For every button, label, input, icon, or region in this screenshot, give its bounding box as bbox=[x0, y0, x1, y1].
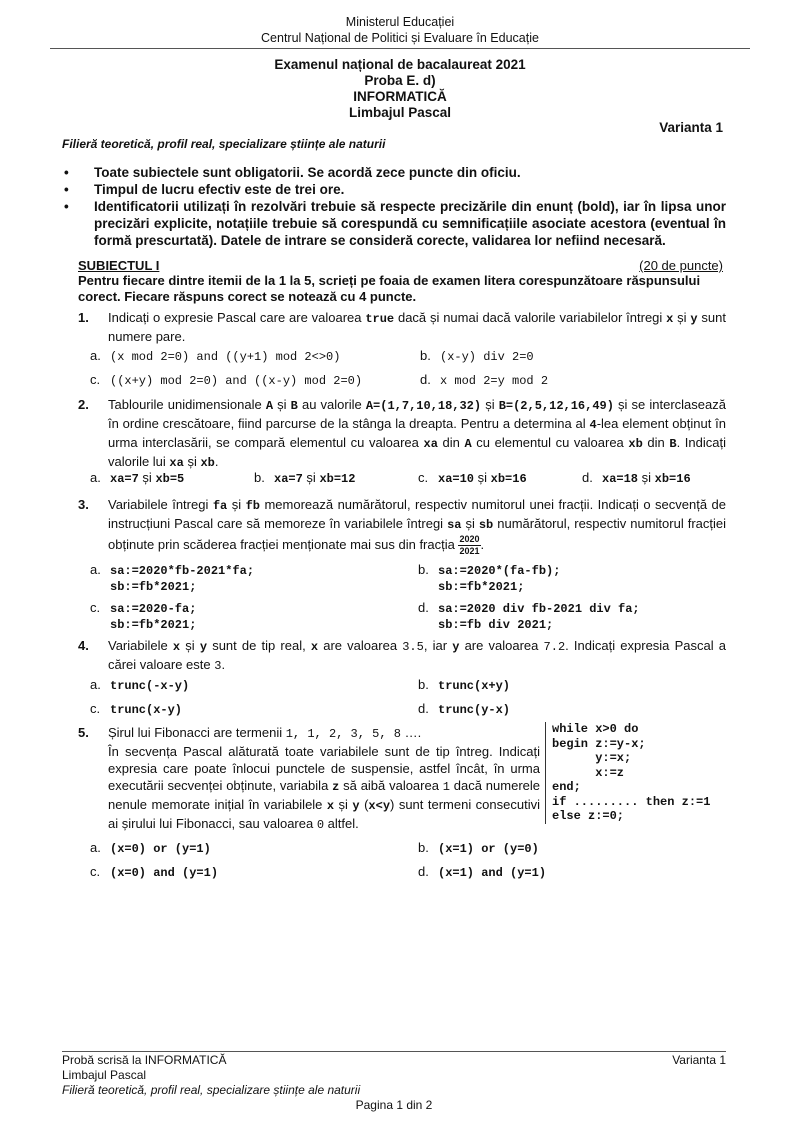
instruction-item: • Timpul de lucru efectiv este de trei ore. bbox=[64, 182, 345, 197]
proba-label: Proba E. d) bbox=[364, 73, 436, 88]
question-5 bbox=[78, 724, 540, 834]
section-intro: Pentru fiecare dintre itemii de la 1 la 5, scrieți pe foaia de examen litera corespunzătoare răspunsului corect. Fiecare răspuns corect se notează cu 4 puncte. bbox=[78, 273, 701, 304]
option-1a[interactable]: a. (x mod 2=0) and ((y+1) mod 2<>0) bbox=[90, 348, 341, 364]
footer bbox=[62, 1053, 726, 1113]
bullet-icon: • bbox=[64, 165, 69, 180]
option-3b[interactable]: b. sa:=2020*(fa-fb); sb:=fb*2021; bbox=[418, 562, 561, 594]
question-2 bbox=[78, 396, 726, 472]
section-title: SUBIECTUL I bbox=[78, 258, 160, 273]
question-text: Variabilele întregi fa și fb memorează numărătorul, respectiv numitorul unei fracții. Indicați o secvență de instrucțiuni Pascal care să memoreze în variabilele întregi sa și sb numărătorul, respectiv numitorul fracției obținute prin scăderea fracției menționate mai sus din fracția $\frac{2020}{2021}$ . bbox=[108, 497, 727, 556]
option-4b[interactable]: b. trunc(x+y) bbox=[418, 677, 511, 693]
option-5d[interactable]: d. (x=1) and (y=1) bbox=[418, 864, 547, 880]
question-number: 3. bbox=[78, 497, 89, 512]
option-4d[interactable]: d. trunc(y-x) bbox=[418, 701, 511, 717]
option-1d[interactable]: d. x mod 2=y mod 2 bbox=[420, 372, 549, 388]
option-3c[interactable]: c. sa:=2020-fa; sb:=fb*2021; bbox=[90, 600, 197, 632]
option-5b[interactable]: b. (x=1) or (y=0) bbox=[418, 840, 539, 856]
exam-title: Examenul național de bacalaureat 2021 bbox=[274, 57, 526, 72]
option-3d[interactable]: d. sa:=2020 div fb-2021 div fa; sb:=fb div 2021; bbox=[418, 600, 640, 632]
language-label: Limbajul Pascal bbox=[348, 105, 452, 120]
footer-divider bbox=[62, 1051, 726, 1052]
center-name: Centrul Național de Politici și Evaluare în Educație bbox=[261, 31, 539, 45]
option-4c[interactable]: c. trunc(x-y) bbox=[90, 701, 183, 717]
subject-title: INFORMATICĂ bbox=[353, 89, 447, 104]
section-points: (20 de puncte) bbox=[639, 258, 723, 273]
question-text: Indicați o expresie Pascal care are valoarea true dacă și numai dacă valorile variabilelor întregi x și y sunt numere pare. bbox=[108, 310, 726, 344]
option-3a[interactable]: a. sa:=2020*fb-2021*fa; sb:=fb*2021; bbox=[90, 562, 255, 594]
page-number: Pagina 1 din 2 bbox=[355, 1098, 433, 1112]
footer-language: Limbajul Pascal bbox=[62, 1068, 147, 1082]
variant-label: Varianta 1 bbox=[659, 120, 723, 135]
question-3 bbox=[78, 496, 726, 557]
option-2b[interactable]: b. xa=7 și xb=12 bbox=[254, 470, 356, 486]
question-number: 2. bbox=[78, 397, 89, 412]
header-divider bbox=[50, 48, 750, 49]
question-1 bbox=[78, 309, 726, 345]
option-1c[interactable]: c. ((x+y) mod 2=0) and ((x-y) mod 2=0) bbox=[90, 372, 363, 388]
instruction-item: • Identificatorii utilizați în rezolvări trebuie să respecte precizările din enunț (bold), iar în lipsa unor precizări explicite, notațiile trebuie să corespundă cu semnificațiile asociate acestora (eventual în formă prescurtată). Datele de intrare se consideră corecte, validarea lor nefiind necesară. bbox=[64, 199, 726, 248]
option-5a[interactable]: a. (x=0) or (y=1) bbox=[90, 840, 211, 856]
question-text: Șirul lui Fibonacci are termenii 1, 1, 2, 3, 5, 8 …. În secvența Pascal alăturată toate variabilele sunt de tip întreg. Indicați expresia care poate înlocui punctele de suspensie, astfel încât, în urma executării secvenței obținute, variabila z să aibă valoarea 1 dacă numerele nenule memorate inițial în variabilele x și y (x<y) sunt termeni consecutivi ai șirului lui Fibonacci, sau valoarea 0 altfel. bbox=[108, 725, 541, 832]
question-text: Variabilele x și y sunt de tip real, x are valoarea 3.5, iar y are valoarea 7.2. Indicați expresia Pascal a cărei valoare este 3. bbox=[108, 638, 726, 673]
option-2a[interactable]: a. xa=7 și xb=5 bbox=[90, 470, 185, 486]
bullet-icon: • bbox=[64, 199, 69, 214]
track-label: Filieră teoretică, profil real, specializare științe ale naturii bbox=[62, 137, 386, 151]
question-number: 1. bbox=[78, 310, 89, 325]
option-4a[interactable]: a. trunc(-x-y) bbox=[90, 677, 190, 693]
section-header bbox=[78, 258, 723, 273]
option-2c[interactable]: c. xa=10 și xb=16 bbox=[418, 470, 527, 486]
option-1b[interactable]: b. (x-y) div 2=0 bbox=[420, 348, 534, 364]
question-number: 5. bbox=[78, 725, 89, 740]
instruction-item: • Toate subiectele sunt obligatorii. Se acordă zece puncte din oficiu. bbox=[64, 165, 521, 180]
question-text: Tablourile unidimensionale A și B au valorile A=(1,7,10,18,32) și B=(2,5,12,16,49) și se interclasează în ordine crescătoare, fiind parcurse de la stânga la dreapta. Pentru a determina al 4-lea element obținut în urma interclasării, se compară elementul cu valoarea xa din A cu elementul cu valoarea xb din B. Indicați valorile lui xa și xb. bbox=[108, 397, 726, 470]
footer-track: Filieră teoretică, profil real, specializare științe ale naturii bbox=[62, 1083, 361, 1097]
ministry-name: Ministerul Educației bbox=[345, 15, 455, 29]
question-4 bbox=[78, 637, 726, 675]
code-snippet: while x>0 do begin z:=y-x; y:=x; x:=z end; if ......... then z:=1 else z:=0; bbox=[545, 722, 710, 824]
fraction: $\frac{2020}{2021}$ bbox=[459, 534, 480, 556]
instructions-list bbox=[62, 164, 726, 249]
option-2d[interactable]: d. xa=18 și xb=16 bbox=[582, 470, 691, 486]
option-5c[interactable]: c. (x=0) and (y=1) bbox=[90, 864, 219, 880]
bullet-icon: • bbox=[64, 182, 69, 197]
question-number: 4. bbox=[78, 638, 89, 653]
footer-variant: Varianta 1 bbox=[672, 1053, 726, 1067]
footer-exam: Probă scrisă la INFORMATICĂ bbox=[62, 1053, 227, 1067]
